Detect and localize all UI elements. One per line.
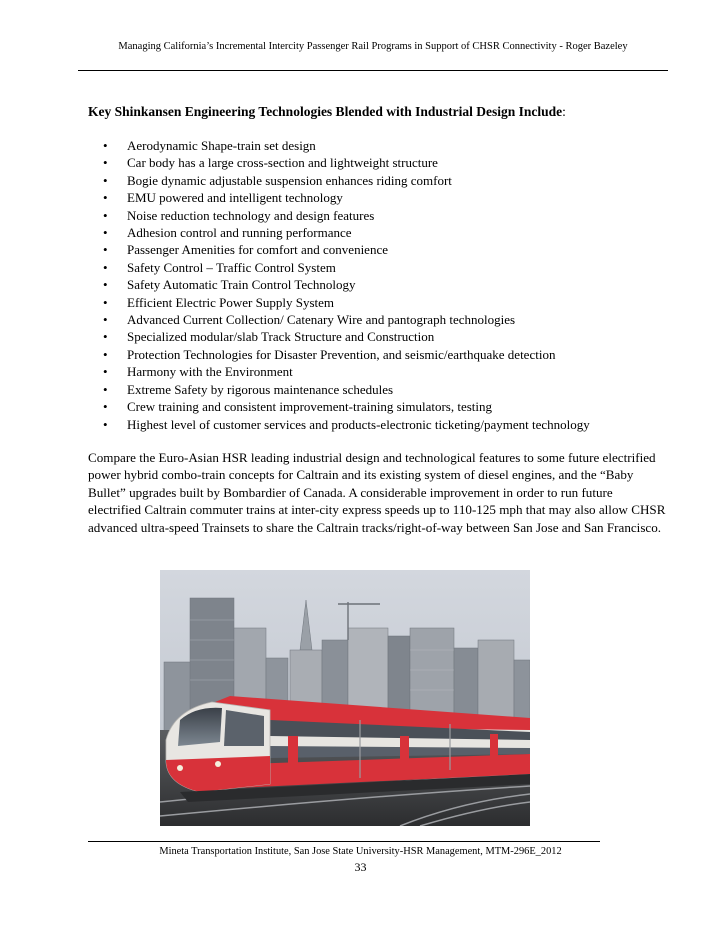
page-number: 33 (354, 860, 367, 874)
footer-divider (88, 841, 600, 842)
body-paragraph: Compare the Euro-Asian HSR leading industrial design and technological features to some future electrified power hybrid combo-train concepts for Caltrain and its existing system of diesel engines, and the “Baby Bullet” upgrades built by Bombardier of Canada. A considerable improvement in order to run future electrified Caltrain commuter trains at inter-city express speeds up to 110-125 mph that may also allow CHSR advanced ultra-speed Trainsets to share the Caltrain tracks/right-of-way between San Jose and San Francisco. (88, 450, 666, 535)
caltrain-photo (160, 570, 530, 826)
bullet-item: • Crew training and consistent improvement-training simulators, testing (100, 398, 670, 415)
bullet-item: • Car body has a large cross-section and lightweight structure (100, 154, 670, 171)
technology-bullet-list (100, 137, 670, 433)
bullet-item: • Protection Technologies for Disaster Prevention, and seismic/earthquake detection (100, 346, 670, 363)
running-header: Managing California’s Incremental Intercity Passenger Rail Programs in Support of CHSR Connectivity - Roger Bazeley (118, 41, 628, 52)
bullet-item: • Aerodynamic Shape-train set design (100, 137, 670, 154)
section-title-text: Key Shinkansen Engineering Technologies Blended with Industrial Design Include (88, 104, 563, 119)
bullet-item: • Harmony with the Environment (100, 363, 670, 380)
footer-institute: Mineta Transportation Institute, San Jose State University-HSR Management, MTM-296E_2012 (159, 846, 562, 857)
bullet-item: • Advanced Current Collection/ Catenary Wire and pantograph technologies (100, 311, 670, 328)
bullet-item: • Safety Control – Traffic Control System (100, 259, 670, 276)
section-title-colon: : (562, 104, 566, 119)
bullet-item: • Adhesion control and running performance (100, 224, 670, 241)
bullet-item: • Extreme Safety by rigorous maintenance schedules (100, 381, 670, 398)
bullet-item: • Specialized modular/slab Track Structure and Construction (100, 328, 670, 345)
bullet-item: • Efficient Electric Power Supply System (100, 294, 670, 311)
bullet-item: • Highest level of customer services and products-electronic ticketing/payment technology (100, 416, 670, 433)
bullet-item: • Bogie dynamic adjustable suspension enhances riding comfort (100, 172, 670, 189)
bullet-item: • Noise reduction technology and design features (100, 207, 670, 224)
bullet-item: • Safety Automatic Train Control Technology (100, 276, 670, 293)
section-title (88, 104, 566, 120)
bullet-item: • EMU powered and intelligent technology (100, 189, 670, 206)
header-divider (78, 70, 668, 71)
bullet-item: • Passenger Amenities for comfort and convenience (100, 241, 670, 258)
train-skyline-illustration (160, 570, 530, 826)
